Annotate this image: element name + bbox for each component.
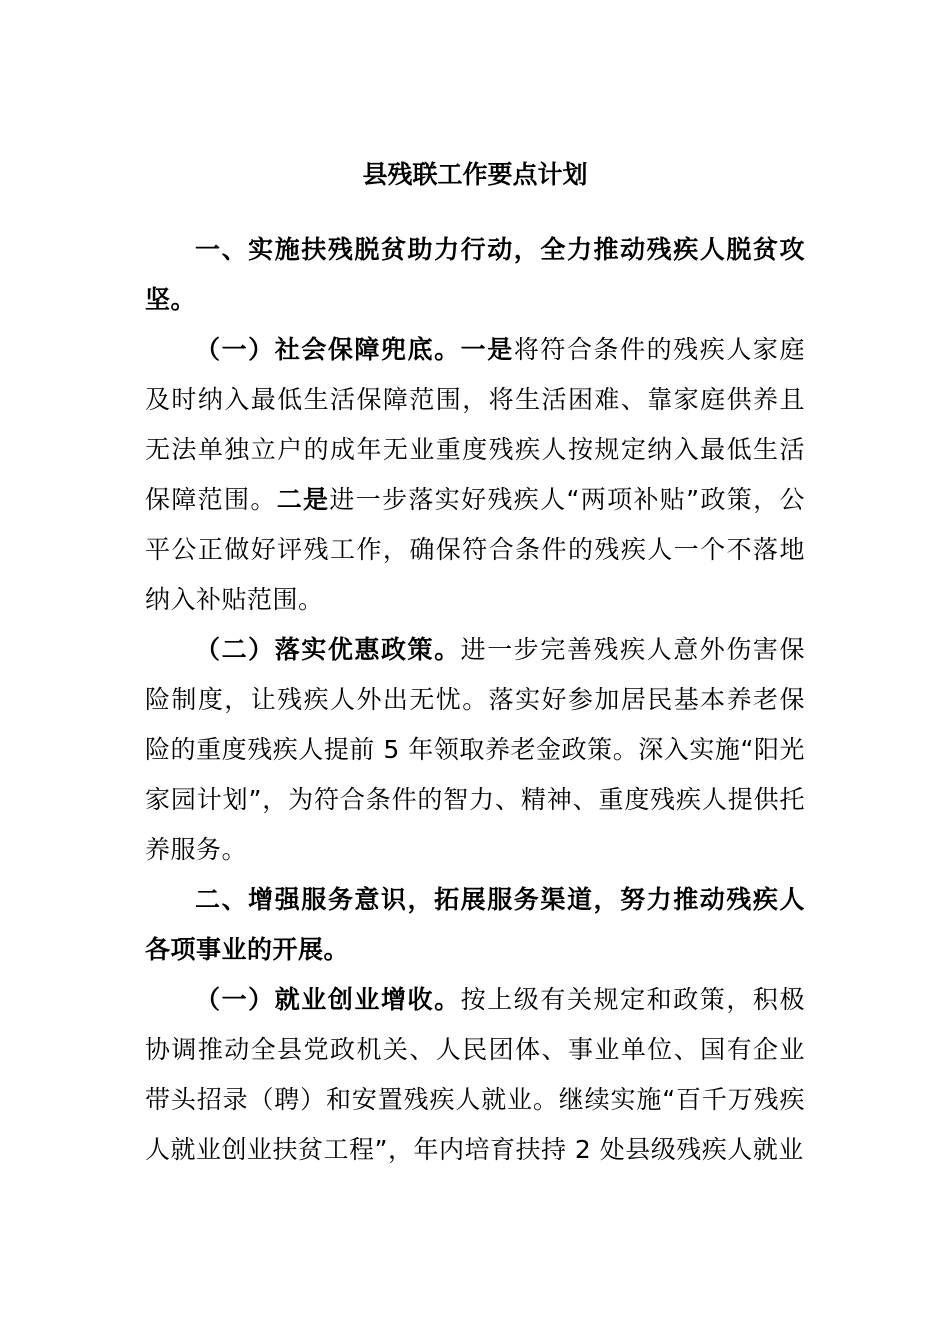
section-2-item-1 xyxy=(145,975,805,1175)
item-lead: （一）社会保障兜底。 xyxy=(195,335,461,364)
item-lead: （二）落实优惠政策。 xyxy=(195,635,461,664)
item-text-2: 进一步落实好残疾人“两项补贴”政策，公平公正做好评残工作，确保符合条件的残疾人一个不落地纳入补贴范围。 xyxy=(145,485,805,614)
item-text-1: 将符合条件的残疾人家庭及时纳入最低生活保障范围，将生活困难、靠家庭供养且无法单独立户的成年无业重度残疾人按规定纳入最低生活保障范围。 xyxy=(145,335,805,514)
item-key-1: 一是 xyxy=(460,335,514,364)
document-page xyxy=(145,150,805,1175)
section-1-item-1 xyxy=(145,325,805,625)
item-text: 进一步完善残疾人意外伤害保险制度，让残疾人外出无忧。落实好参加居民基本养老保险的重度残疾人提前 5 年领取养老金政策。深入实施“阳光家园计划”，为符合条件的智力、精神、重度残疾人提供托养服务。 xyxy=(145,635,805,864)
item-lead: （一）就业创业增收。 xyxy=(195,985,461,1014)
section-1-item-2 xyxy=(145,625,805,875)
item-text: 按上级有关规定和政策，积极协调推动全县党政机关、人民团体、事业单位、国有企业带头招录（聘）和安置残疾人就业。继续实施“百千万残疾人就业创业扶贫工程”，年内培育扶持 2 处县级残疾人就业 xyxy=(145,985,805,1164)
section-1-heading: 一、实施扶残脱贫助力行动，全力推动残疾人脱贫攻坚。 xyxy=(145,235,805,314)
section-2-heading: 二、增强服务意识，拓展服务渠道，努力推动残疾人各项事业的开展。 xyxy=(145,885,805,964)
document-title: 县残联工作要点计划 xyxy=(362,160,588,189)
item-key-2: 二是 xyxy=(276,485,330,514)
